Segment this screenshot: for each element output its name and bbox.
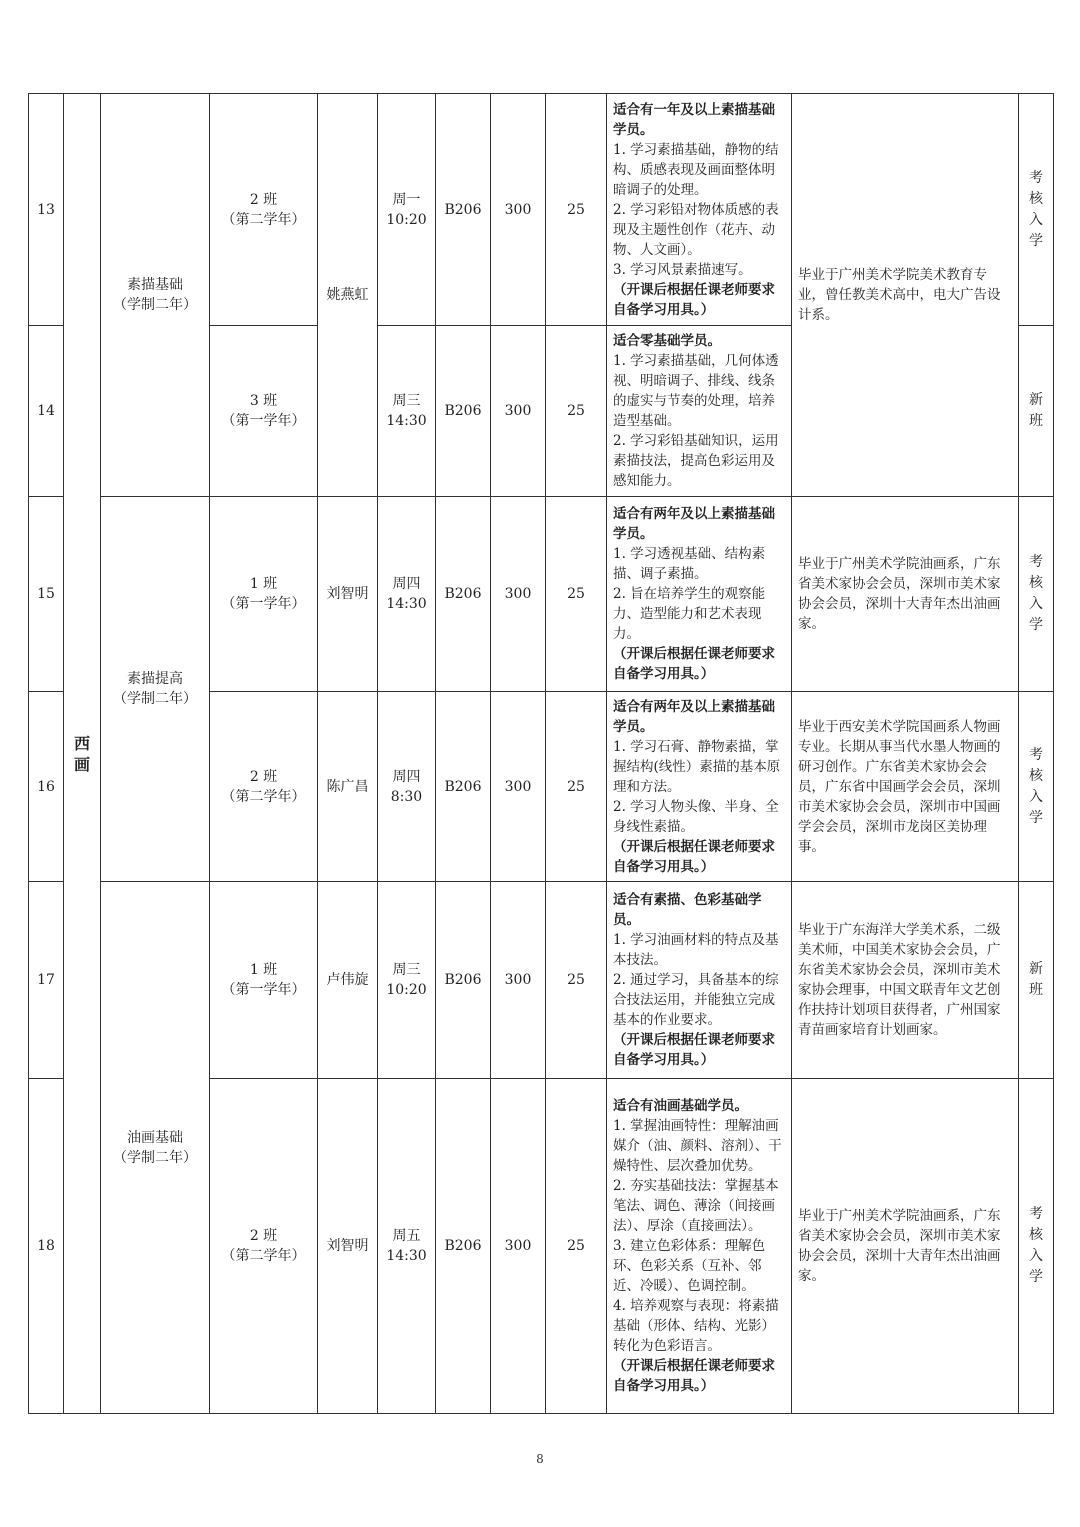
quota-cell: 25 xyxy=(546,94,607,326)
enrollment-status: 考核入学 xyxy=(1029,746,1043,826)
time-cell xyxy=(378,882,436,1079)
description-item: 1. 学习素描基础，几何体透视、明暗调子、排线、线条的虚实与节奏的处理，培养造型基础。 xyxy=(613,353,779,429)
table-row xyxy=(29,94,1054,326)
description-item: 3. 学习风景素描速写。 xyxy=(613,261,752,278)
fee-cell: 300 xyxy=(491,497,546,692)
class-name: 2 班 xyxy=(249,191,278,208)
teacher-info-cell: 毕业于广州美术学院油画系，广东省美术家协会会员，深圳市美术家协会会员，深圳十大青年杰出油画家。 xyxy=(792,497,1019,692)
description-item: 2. 学习人物头像、半身、全身线性素描。 xyxy=(613,798,779,835)
class-time: 14:30 xyxy=(386,1248,427,1264)
teacher-cell: 卢伟旋 xyxy=(318,882,378,1079)
status-cell xyxy=(1019,882,1054,1079)
supplies-note: （开课后根据任课老师要求自备学习用具。） xyxy=(613,646,775,682)
suitable-for: 适合有一年及以上素描基础学员。 xyxy=(613,101,775,138)
description-item: 3. 建立色彩体系：理解色环、色彩关系（互补、邻近、冷暖）、色调控制。 xyxy=(613,1238,766,1294)
class-cell xyxy=(210,692,318,882)
status-cell xyxy=(1019,326,1054,497)
class-name: 3 班 xyxy=(249,393,278,409)
room-cell: B206 xyxy=(436,94,491,326)
teacher-cell: 刘智明 xyxy=(318,497,378,692)
teacher-info-cell: 毕业于广州美术学院油画系，广东省美术家协会会员，深圳市美术家协会会员，深圳十大青年杰出油画家。 xyxy=(792,1079,1019,1414)
description-item: 2. 通过学习，具备基本的综合技法运用，并能独立完成基本的作业要求。 xyxy=(613,972,779,1028)
class-name: 1 班 xyxy=(249,576,278,592)
room-cell: B206 xyxy=(436,497,491,692)
course-duration: （学制二年） xyxy=(113,1149,197,1166)
class-name: 1 班 xyxy=(249,962,278,978)
class-year: （第二学年） xyxy=(221,211,306,228)
room-cell: B206 xyxy=(436,1079,491,1414)
class-year: （第一学年） xyxy=(221,596,306,612)
enrollment-status: 考核入学 xyxy=(1029,1206,1043,1285)
suitable-for: 适合有油画基础学员。 xyxy=(613,1098,748,1114)
supplies-note: （开课后根据任课老师要求自备学习用具。） xyxy=(613,838,775,875)
room-cell: B206 xyxy=(436,326,491,497)
row-number: 13 xyxy=(29,94,64,326)
course-cell xyxy=(101,882,210,1414)
description-item: 1. 学习素描基础，静物的结构、质感表现及画面整体明暗调子的处理。 xyxy=(613,141,779,198)
teacher-info-cell: 毕业于广州美术学院美术教育专业，曾任教美术高中，电大广告设计系。 xyxy=(792,94,1019,497)
description-item: 2. 学习彩铅对物体质感的表现及主题性创作（花卉、动物、人文画）。 xyxy=(613,201,779,258)
class-day: 周四 xyxy=(392,576,421,592)
class-day: 周四 xyxy=(392,768,421,785)
course-cell xyxy=(101,497,210,882)
class-time: 8:30 xyxy=(390,788,423,805)
class-year: （第一学年） xyxy=(221,982,306,998)
teacher-info-cell: 毕业于西安美术学院国画系人物画专业。长期从事当代水墨人物画的研习创作。广东省美术家协会会员，广东省中国画学会会员，深圳市美术家协会会员，深圳市中国画学会会员，深圳市龙岗区美协理事。 xyxy=(792,692,1019,882)
course-cell xyxy=(101,94,210,497)
enrollment-status: 考核入学 xyxy=(1029,169,1043,249)
class-name: 2 班 xyxy=(249,768,278,785)
fee-cell: 300 xyxy=(491,1079,546,1414)
class-year: （第二学年） xyxy=(221,1248,306,1264)
class-cell xyxy=(210,882,318,1079)
suitable-for: 适合有两年及以上素描基础学员。 xyxy=(613,506,775,542)
teacher-cell: 陈广昌 xyxy=(318,692,378,882)
description-cell xyxy=(607,94,792,326)
description-item: 2. 夯实基础技法：掌握基本笔法、调色、薄涂（间接画法）、厚涂（直接画法）。 xyxy=(613,1178,779,1234)
description-cell xyxy=(607,326,792,497)
course-duration: （学制二年） xyxy=(113,691,197,707)
class-time: 14:30 xyxy=(386,413,427,429)
fee-cell: 300 xyxy=(491,326,546,497)
time-cell xyxy=(378,497,436,692)
class-time: 10:20 xyxy=(386,211,427,228)
description-item: 1. 掌握油画特性：理解油画媒介（油、颜料、溶剂）、干燥特性、层次叠加优势。 xyxy=(613,1118,782,1174)
row-number: 17 xyxy=(29,882,64,1079)
description-cell xyxy=(607,882,792,1079)
class-year: （第二学年） xyxy=(221,788,306,805)
room-cell: B206 xyxy=(436,692,491,882)
enrollment-status: 新班 xyxy=(1029,961,1043,998)
supplies-note: （开课后根据任课老师要求自备学习用具。） xyxy=(613,1358,775,1394)
class-name: 2 班 xyxy=(249,1228,278,1244)
class-day: 周三 xyxy=(392,393,421,409)
description-item: 1. 学习油画材料的特点及基本技法。 xyxy=(613,932,779,968)
table-row xyxy=(29,882,1054,1079)
description-cell xyxy=(607,497,792,692)
course-duration: （学制二年） xyxy=(113,297,197,313)
room-cell: B206 xyxy=(436,882,491,1079)
category-cell xyxy=(64,94,101,1414)
quota-cell: 25 xyxy=(546,1079,607,1414)
class-day: 周一 xyxy=(392,191,421,208)
class-time: 14:30 xyxy=(386,596,427,612)
class-cell xyxy=(210,326,318,497)
suitable-for: 适合有素描、色彩基础学员。 xyxy=(613,892,762,928)
quota-cell: 25 xyxy=(546,326,607,497)
class-year: （第一学年） xyxy=(221,413,306,429)
status-cell xyxy=(1019,94,1054,326)
table-row xyxy=(29,497,1054,692)
fee-cell: 300 xyxy=(491,882,546,1079)
course-name: 素描基础 xyxy=(127,277,183,293)
row-number: 16 xyxy=(29,692,64,882)
status-cell xyxy=(1019,497,1054,692)
class-time: 10:20 xyxy=(386,982,427,998)
class-cell xyxy=(210,497,318,692)
row-number: 15 xyxy=(29,497,64,692)
class-day: 周三 xyxy=(392,962,421,978)
row-number: 14 xyxy=(29,326,64,497)
category-label: 西画 xyxy=(74,733,91,774)
description-cell xyxy=(607,692,792,882)
suitable-for: 适合有两年及以上素描基础学员。 xyxy=(613,698,775,735)
time-cell xyxy=(378,692,436,882)
quota-cell: 25 xyxy=(546,692,607,882)
enrollment-status: 新班 xyxy=(1029,392,1043,429)
description-item: 1. 学习透视基础、结构素描、调子素描。 xyxy=(613,546,766,582)
description-item: 4. 培养观察与表现：将素描基础（形体、结构、光影）转化为色彩语言。 xyxy=(613,1298,779,1354)
course-name: 素描提高 xyxy=(127,671,183,687)
suitable-for: 适合零基础学员。 xyxy=(613,333,721,349)
teacher-cell: 姚燕虹 xyxy=(318,94,378,497)
quota-cell: 25 xyxy=(546,497,607,692)
row-number: 18 xyxy=(29,1079,64,1414)
class-day: 周五 xyxy=(392,1228,421,1244)
fee-cell: 300 xyxy=(491,94,546,326)
fee-cell: 300 xyxy=(491,692,546,882)
time-cell xyxy=(378,94,436,326)
quota-cell: 25 xyxy=(546,882,607,1079)
class-cell xyxy=(210,1079,318,1414)
teacher-info-cell: 毕业于广东海洋大学美术系，二级美术师，中国美术家协会会员，广东省美术家协会会员，深圳市美术家协会理事，中国文联青年文艺创作扶持计划项目获得者，广州国家青苗画家培育计划画家。 xyxy=(792,882,1019,1079)
course-table xyxy=(28,93,1054,1414)
class-cell xyxy=(210,94,318,326)
description-item: 2. 旨在培养学生的观察能力、造型能力和艺术表现力。 xyxy=(613,586,766,642)
description-item: 1. 学习石膏、静物素描，掌握结构(线性）素描的基本原理和方法。 xyxy=(613,738,781,795)
supplies-note: （开课后根据任课老师要求自备学习用具。） xyxy=(613,1032,775,1068)
course-name: 油画基础 xyxy=(127,1129,183,1146)
enrollment-status: 考核入学 xyxy=(1029,554,1043,633)
time-cell xyxy=(378,1079,436,1414)
description-item: 2. 学习彩铅基础知识，运用素描技法，提高色彩运用及感知能力。 xyxy=(613,433,779,489)
teacher-cell: 刘智明 xyxy=(318,1079,378,1414)
status-cell xyxy=(1019,1079,1054,1414)
page-number: 8 xyxy=(536,1452,544,1466)
description-cell xyxy=(607,1079,792,1414)
supplies-note: （开课后根据任课老师要求自备学习用具。） xyxy=(613,281,775,318)
status-cell xyxy=(1019,692,1054,882)
time-cell xyxy=(378,326,436,497)
